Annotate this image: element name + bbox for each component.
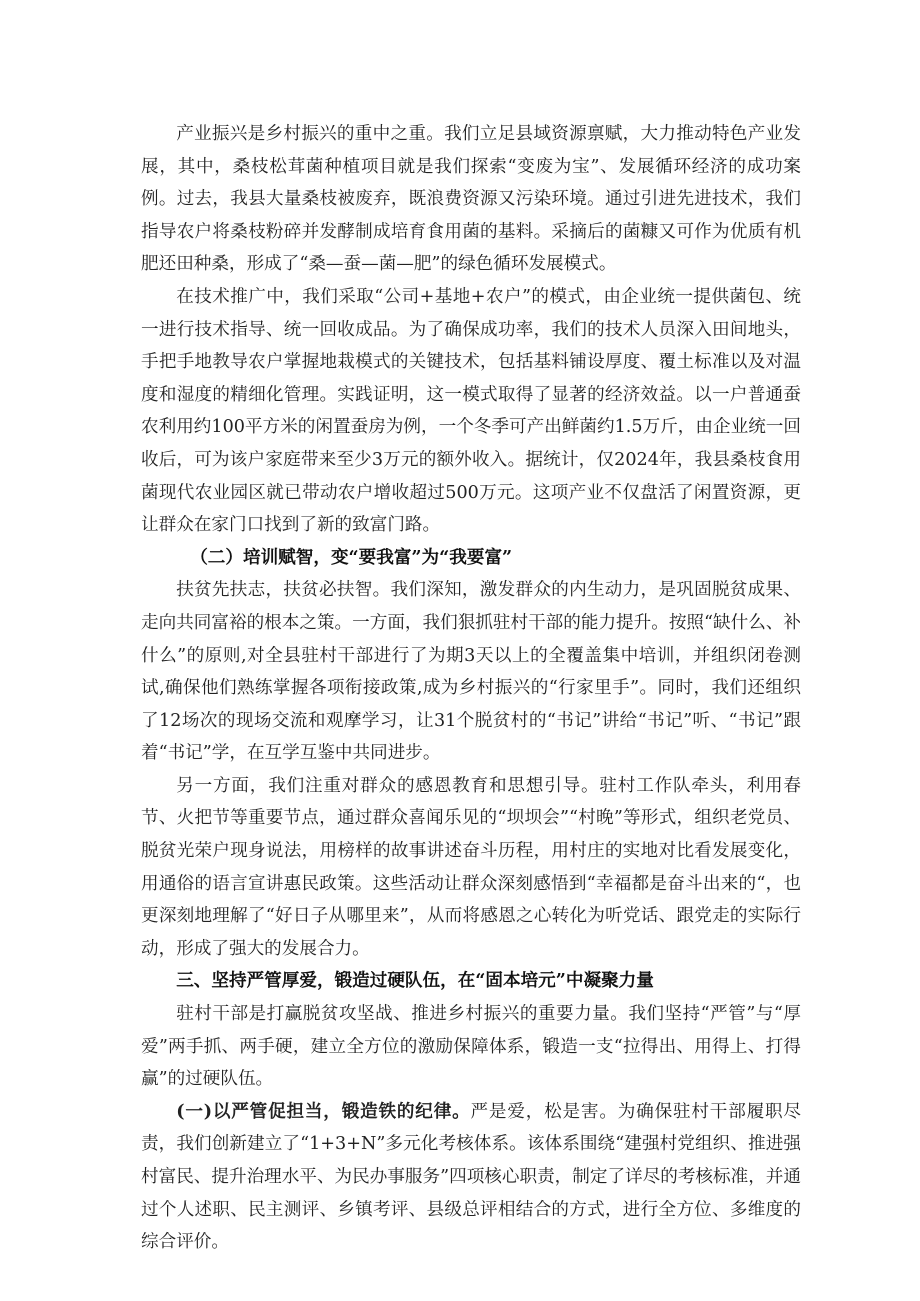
paragraph-village-cadres: 驻村干部是打赢脱贫攻坚战、推进乡村振兴的重要力量。我们坚持“严管”与“厚爱”两手抓、两手硬，建立全方位的激励保障体系，锻造一支“拉得出、用得上、打得赢”的过硬队伍。 <box>141 1004 801 1090</box>
paragraph-technology-promotion: 在技术推广中，我们采取“公司+基地+农户”的模式，由企业统一提供菌包、统一进行技术指导、统一回收成品。为了确保成功率，我们的技术人员深入田间地头，手把手地教导农户掌握地栽模式的关键技术，包括基料铺设厚度、覆土标准以及对温度和湿度的精细化管理。实践证明，这一模式取得了显著的经济效益。以一户普通蚕农利用约100平方米的闲置蚕房为例，一个冬季可产出鲜菌约1.5万斤，由企业统一回收后，可为该户家庭带来至少3万元的额外收入。据统计，仅2024年，我县桑枝食用菌现代农业园区就已带动农户增收超过500万元。这项产业不仅盘活了闲置资源，更让群众在家门口找到了新的致富门路。 <box>141 286 801 536</box>
paragraph-training: 扶贫先扶志，扶贫必扶智。我们深知，激发群众的内生动力，是巩固脱贫成果、走向共同富裕的根本之策。一方面，我们狠抓驻村干部的能力提升。按照“缺什么、补什么”的原则,对全县驻村干部进行了为期3天以上的全覆盖集中培训，并组织闭卷测试,确保他们熟练掌握各项衔接政策,成为乡村振兴的“行家里手”。同时，我们还组织了12场次的现场交流和观摩学习，让31个脱贫村的“书记”讲给“书记”听、“书记”跟着“书记”学，在互学互鉴中共同进步。 <box>141 580 801 764</box>
paragraph-gratitude-education: 另一方面，我们注重对群众的感恩教育和思想引导。驻村工作队牵头，利用春节、火把节等重要节点，通过群众喜闻乐见的“坝坝会”“村晚”等形式，组织老党员、脱贫光荣户现身说法，用榜样的故事讲述奋斗历程，用村庄的实地对比看发展变化，用通俗的语言宣讲惠民政策。这些活动让群众深刻感悟到“幸福都是奋斗出来的“，也更深刻地理解了“好日子从哪里来”，从而将感恩之心转化为听党话、跟党走的实际行动，形成了强大的发展合力。 <box>141 775 801 959</box>
paragraph-strict-discipline <box>141 1096 801 1259</box>
section-heading-strict-management: 三、坚持严管厚爱，锻造过硬队伍，在“固本培元”中凝聚力量 <box>176 970 654 992</box>
document-body <box>141 118 801 1259</box>
paragraph-lead-strict-discipline: (一)以严管促担当，锻造铁的纪律。 <box>176 1100 471 1122</box>
paragraph-industry-revitalization: 产业振兴是乡村振兴的重中之重。我们立足县域资源禀赋，大力推动特色产业发展，其中，桑枝松茸菌种植项目就是我们探索“变废为宝”、发展循环经济的成功案例。过去，我县大量桑枝被废弃，既浪费资源又污染环境。通过引进先进技术，我们指导农户将桑枝粉碎并发酵制成培育食用菌的基料。采摘后的菌糠又可作为优质有机肥还田种桑，形成了“桑—蚕—菌—肥”的绿色循环发展模式。 <box>141 124 801 275</box>
paragraph-text-strict-discipline: 严是爱，松是害。为确保驻村干部履职尽责，我们创新建立了“1+3+N”多元化考核体系。该体系围绕“建强村党组织、推进强村富民、提升治理水平、为民办事服务”四项核心职责，制定了详尽的考核标准，并通过个人述职、民主测评、乡镇考评、县级总评相结合的方式，进行全方位、多维度的综合评价。 <box>141 1101 801 1253</box>
section-heading-training: （二）培训赋智，变“要我富”为“我要富” <box>190 546 513 568</box>
